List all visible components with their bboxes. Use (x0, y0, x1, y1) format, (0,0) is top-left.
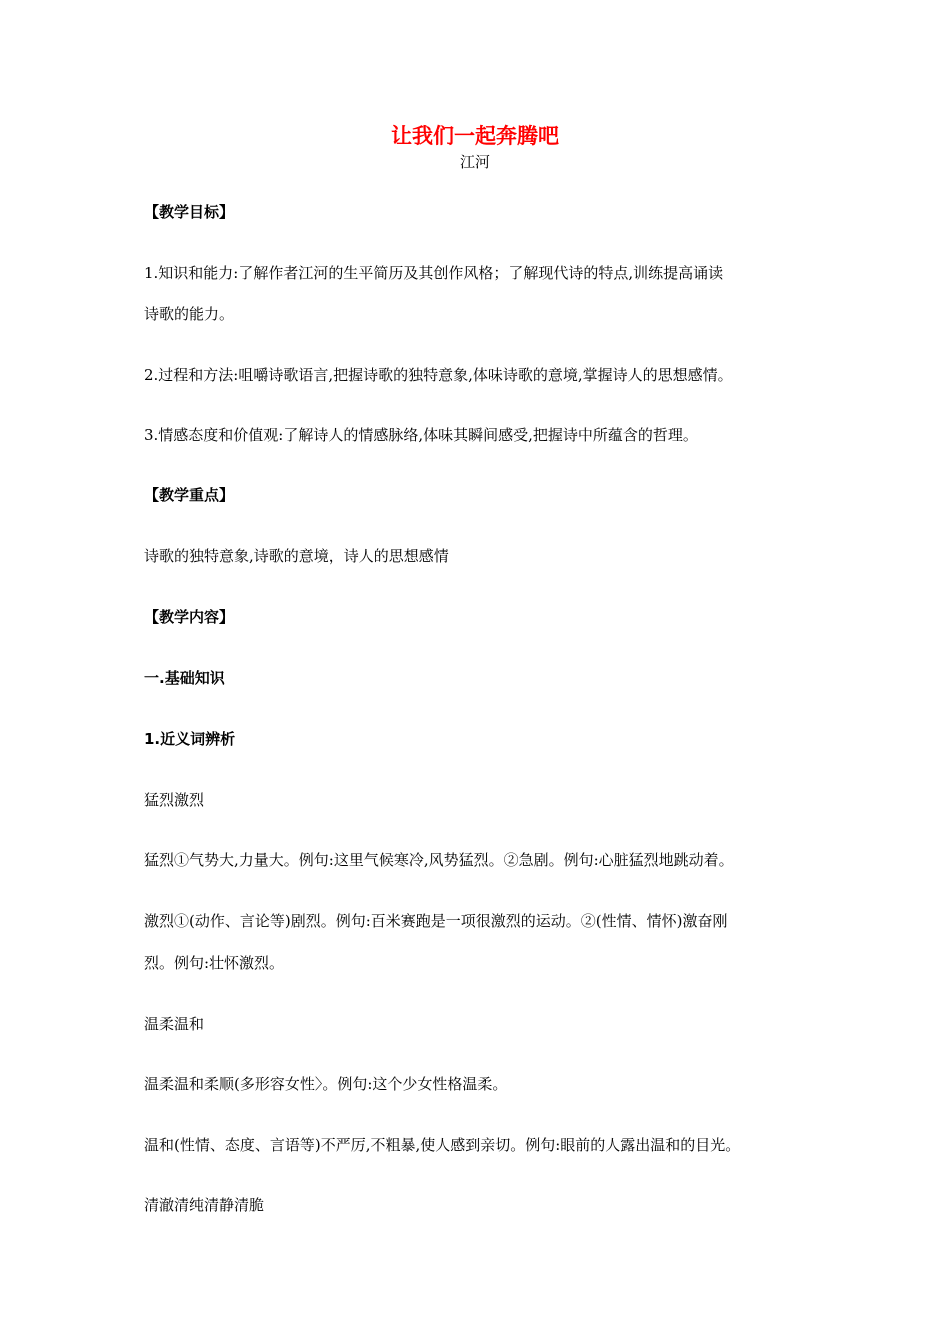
paragraph-line: 温柔温和柔顺(多形容女性〉。例句:这个少女性格温柔。 (144, 1075, 508, 1093)
paragraph-line: 3.情感态度和价值观:了解诗人的情感脉络,体味其瞬间感受,把握诗中所蕴含的哲理。 (144, 426, 698, 444)
subheading-basic-knowledge: 一.基础知识 (144, 669, 225, 687)
paragraph-line: 2.过程和方法:咀嚼诗歌语言,把握诗歌的独特意象,体味诗歌的意境,掌握诗人的思想感情。 (144, 366, 733, 384)
paragraph-line: 烈。例句:壮怀激烈。 (144, 954, 285, 972)
section-heading-teaching-goals: 【教学目标】 (144, 203, 235, 221)
subheading-synonyms: 1.近义词辨析 (144, 730, 236, 748)
word-pair: 温柔温和 (144, 1015, 205, 1033)
paragraph-line: 诗歌的独特意象,诗歌的意境，诗人的思想感情 (144, 547, 449, 565)
word-group: 清澈清纯清静清脆 (144, 1196, 265, 1214)
document-title: 让我们一起奔腾吧 (391, 124, 559, 148)
paragraph-line: 猛烈①气势大,力量大。例句:这里气候寒冷,风势猛烈。②急剧。例句:心脏猛烈地跳动着。 (144, 851, 734, 869)
paragraph-line: 温和(性情、态度、言语等)不严厉,不粗暴,使人感到亲切。例句:眼前的人露出温和的目光。 (144, 1136, 741, 1154)
paragraph-line: 1.知识和能力:了解作者江河的生平简历及其创作风格；了解现代诗的特点,训练提高诵读 (144, 264, 724, 282)
word-pair: 猛烈激烈 (144, 791, 205, 809)
paragraph-line: 诗歌的能力。 (144, 305, 235, 323)
paragraph-line: 激烈①(动作、言论等)剧烈。例句:百米赛跑是一项很激烈的运动。②(性情、情怀)激奋刚 (144, 912, 728, 930)
section-heading-teaching-content: 【教学内容】 (144, 608, 235, 626)
section-heading-teaching-focus: 【教学重点】 (144, 486, 235, 504)
document-author: 江河 (459, 153, 490, 171)
